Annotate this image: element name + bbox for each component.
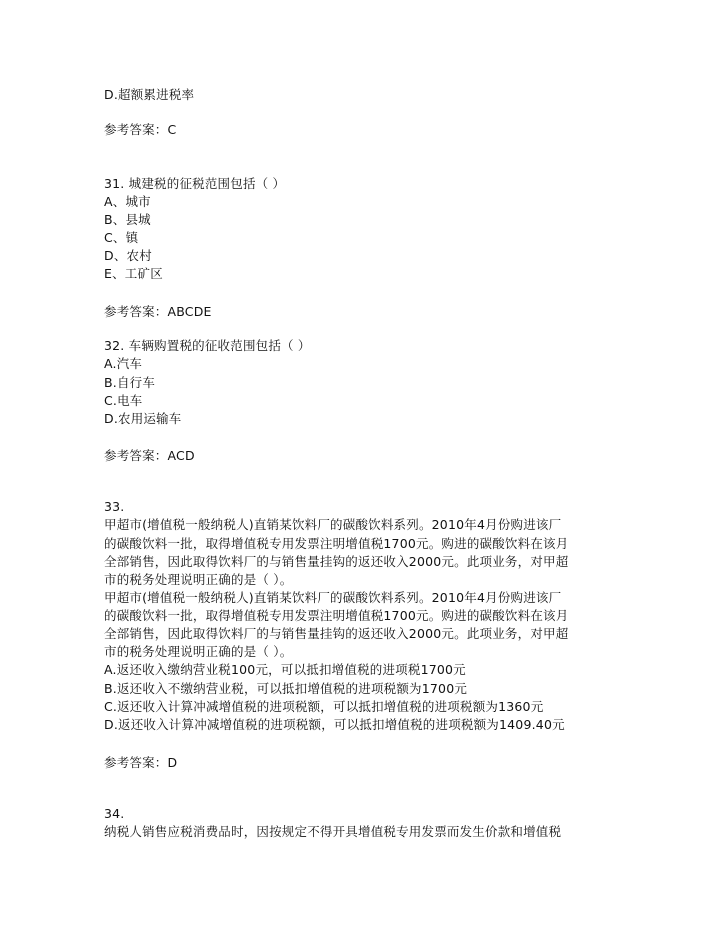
q31-option-a: A、城市 xyxy=(104,194,151,209)
q33-option-d: D.返还收入计算冲减增值税的进项税额，可以抵扣增值税的进项税额为1409.40元 xyxy=(104,717,565,732)
q32-option-b: B.自行车 xyxy=(104,375,156,390)
q33-option-c: C.返还收入计算冲减增值税的进项税额，可以抵扣增值税的进项税额为1360元 xyxy=(104,699,544,714)
q32-option-c: C.电车 xyxy=(104,393,143,408)
q33-stem-line: 全部销售，因此取得饮料厂的与销售量挂钩的返还收入2000元。此项业务，对甲超 xyxy=(104,554,569,569)
q32-answer: 参考答案：ACD xyxy=(104,448,195,463)
q34-number: 34. xyxy=(104,806,125,821)
q33-number: 33. xyxy=(104,499,125,514)
q32-question: 32. 车辆购置税的征收范围包括（ ） xyxy=(104,338,311,353)
q33-stem-line: 的碳酸饮料一批，取得增值税专用发票注明增值税1700元。购进的碳酸饮料在该月 xyxy=(104,608,569,623)
q31-option-c: C、镇 xyxy=(104,230,139,245)
q33-stem-line: 甲超市(增值税一般纳税人)直销某饮料厂的碳酸饮料系列。2010年4月份购进该厂 xyxy=(104,590,562,605)
q30-answer: 参考答案：C xyxy=(104,122,177,137)
q33-stem-line: 市的税务处理说明正确的是（ ）。 xyxy=(104,572,293,587)
q32-option-a: A.汽车 xyxy=(104,356,143,371)
q33-option-b: B.返还收入不缴纳营业税，可以抵扣增值税的进项税额为1700元 xyxy=(104,681,468,696)
q34-stem-line: 纳税人销售应税消费品时，因按规定不得开具增值税专用发票而发生价款和增值税 xyxy=(104,824,562,839)
q33-stem-line: 甲超市(增值税一般纳税人)直销某饮料厂的碳酸饮料系列。2010年4月份购进该厂 xyxy=(104,517,562,532)
q30-option-d: D.超额累进税率 xyxy=(104,87,195,102)
q31-option-d: D、农村 xyxy=(104,248,152,263)
q31-option-b: B、县城 xyxy=(104,212,151,227)
q31-answer: 参考答案：ABCDE xyxy=(104,304,212,319)
q33-option-a: A.返还收入缴纳营业税100元，可以抵扣增值税的进项税1700元 xyxy=(104,662,466,677)
q32-option-d: D.农用运输车 xyxy=(104,411,182,426)
q33-stem-line: 全部销售，因此取得饮料厂的与销售量挂钩的返还收入2000元。此项业务，对甲超 xyxy=(104,626,569,641)
q31-question: 31. 城建税的征税范围包括（ ） xyxy=(104,176,286,191)
q33-stem-line: 市的税务处理说明正确的是（ ）。 xyxy=(104,644,293,659)
q31-option-e: E、工矿区 xyxy=(104,266,163,281)
q33-answer: 参考答案：D xyxy=(104,755,178,770)
q33-stem-line: 的碳酸饮料一批，取得增值税专用发票注明增值税1700元。购进的碳酸饮料在该月 xyxy=(104,536,569,551)
